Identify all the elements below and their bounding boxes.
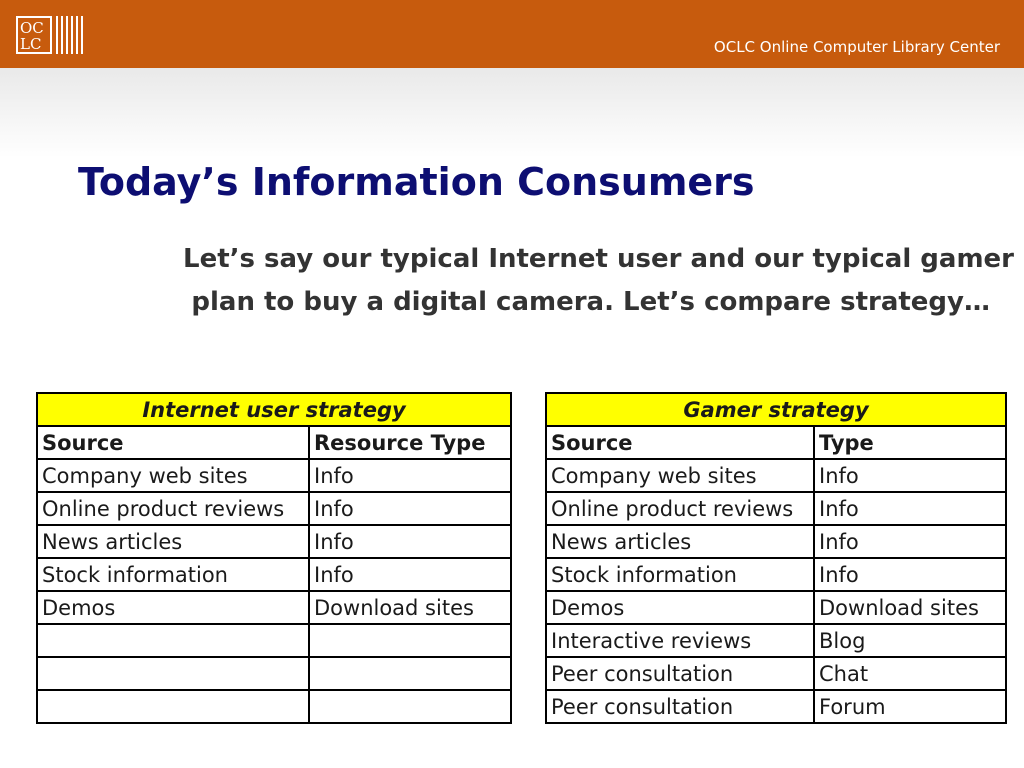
- source-cell: Company web sites: [37, 459, 309, 492]
- source-cell: Peer consultation: [546, 657, 814, 690]
- oclc-logo-letters: OC LC: [16, 16, 52, 54]
- source-cell: [37, 624, 309, 657]
- type-cell: [309, 657, 511, 690]
- table-row: [546, 657, 1006, 690]
- type-cell: Forum: [814, 690, 1006, 723]
- table-row: [37, 525, 511, 558]
- table-row: [37, 690, 511, 723]
- type-cell: [309, 690, 511, 723]
- column-header-source: Source: [37, 426, 309, 459]
- type-cell: Info: [814, 525, 1006, 558]
- source-cell: News articles: [546, 525, 814, 558]
- table-row: [37, 624, 511, 657]
- table-caption: Gamer strategy: [546, 393, 1006, 426]
- internet-user-strategy-table: [36, 392, 512, 724]
- type-cell: Info: [309, 492, 511, 525]
- source-cell: Online product reviews: [546, 492, 814, 525]
- type-cell: [309, 624, 511, 657]
- column-header-resource-type: Resource Type: [309, 426, 511, 459]
- source-cell: Demos: [546, 591, 814, 624]
- table-row: [37, 492, 511, 525]
- type-cell: Download sites: [814, 591, 1006, 624]
- table-row: [546, 591, 1006, 624]
- slide-title: Today’s Information Consumers: [78, 160, 755, 204]
- table-caption: Internet user strategy: [37, 393, 511, 426]
- table-row: [546, 459, 1006, 492]
- table-row: [37, 591, 511, 624]
- source-cell: News articles: [37, 525, 309, 558]
- source-cell: [37, 690, 309, 723]
- header-gradient: [0, 68, 1024, 158]
- type-cell: Info: [309, 525, 511, 558]
- gamer-strategy-table: [545, 392, 1007, 724]
- type-cell: Info: [814, 459, 1006, 492]
- table-row: [546, 624, 1006, 657]
- type-cell: Info: [814, 558, 1006, 591]
- source-cell: Stock information: [546, 558, 814, 591]
- header-bar: [0, 0, 1024, 68]
- table-row: [546, 690, 1006, 723]
- source-cell: Company web sites: [546, 459, 814, 492]
- org-name: OCLC Online Computer Library Center: [713, 38, 1000, 56]
- type-cell: Info: [309, 459, 511, 492]
- type-cell: Info: [814, 492, 1006, 525]
- source-cell: Peer consultation: [546, 690, 814, 723]
- column-header-source: Source: [546, 426, 814, 459]
- type-cell: Info: [309, 558, 511, 591]
- subtitle-line-2: plan to buy a digital camera. Let’s compare strategy…: [191, 287, 990, 317]
- table-row: [37, 459, 511, 492]
- source-cell: [37, 657, 309, 690]
- oclc-logo: [16, 16, 84, 54]
- source-cell: Demos: [37, 591, 309, 624]
- type-cell: Chat: [814, 657, 1006, 690]
- oclc-logo-stripes: [56, 16, 84, 54]
- type-cell: Download sites: [309, 591, 511, 624]
- column-header-type: Type: [814, 426, 1006, 459]
- source-cell: Online product reviews: [37, 492, 309, 525]
- table-row: [546, 525, 1006, 558]
- slide-subtitle: [30, 238, 1014, 324]
- source-cell: Stock information: [37, 558, 309, 591]
- subtitle-line-1: Let’s say our typical Internet user and our typical gamer: [183, 244, 1014, 274]
- table-row: [546, 558, 1006, 591]
- table-row: [37, 657, 511, 690]
- type-cell: Blog: [814, 624, 1006, 657]
- table-row: [37, 558, 511, 591]
- table-row: [546, 492, 1006, 525]
- source-cell: Interactive reviews: [546, 624, 814, 657]
